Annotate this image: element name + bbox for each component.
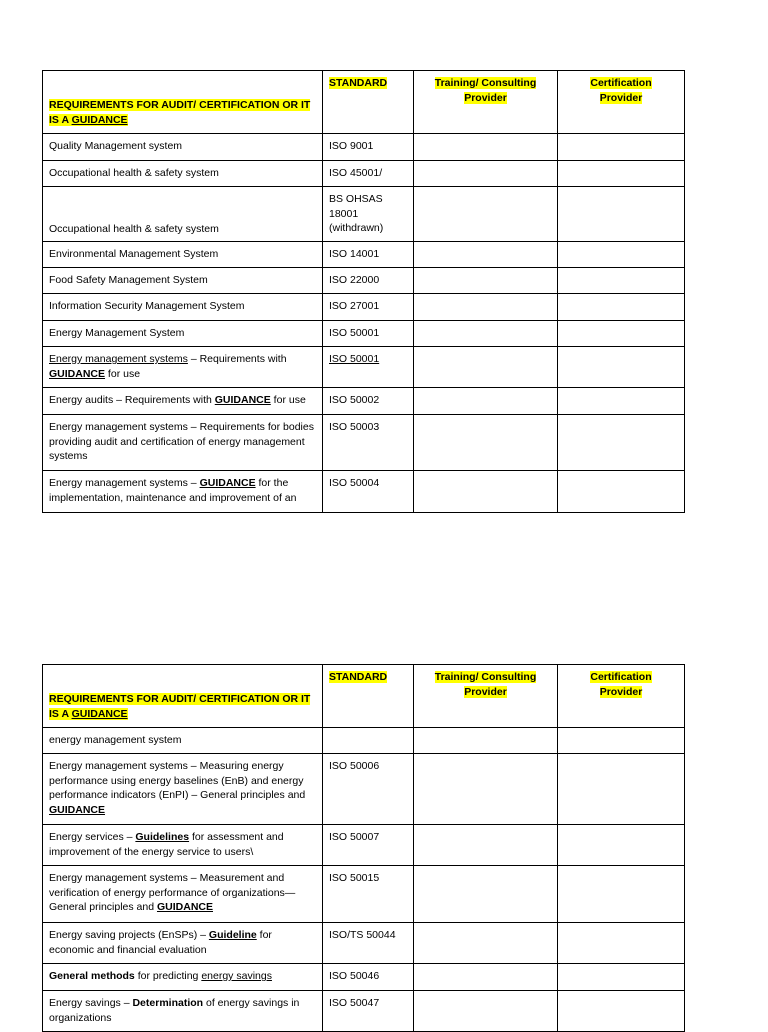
- certification-provider-cell[interactable]: [558, 294, 685, 321]
- training-provider-header: Training/ Consulting Provider: [414, 665, 558, 728]
- standard-cell: ISO 50003: [323, 415, 414, 471]
- table-row: [43, 388, 685, 415]
- training-provider-cell[interactable]: [414, 242, 558, 268]
- requirement-cell: General methods for predicting energy savings: [43, 964, 323, 991]
- standard-cell: ISO 50007: [323, 825, 414, 866]
- certification-provider-cell[interactable]: [558, 471, 685, 513]
- requirements-header: REQUIREMENTS FOR AUDIT/ CERTIFICATION OR IT IS A GUIDANCE: [43, 71, 323, 134]
- training-provider-cell[interactable]: [414, 471, 558, 513]
- table-row: [43, 923, 685, 964]
- table-row: [43, 242, 685, 268]
- certification-provider-cell[interactable]: [558, 415, 685, 471]
- standard-cell: ISO 50046: [323, 964, 414, 991]
- requirement-cell: Occupational health & safety system: [43, 161, 323, 187]
- standard-cell: [323, 728, 414, 754]
- table-row: [43, 991, 685, 1032]
- requirement-cell: Environmental Management System: [43, 242, 323, 268]
- training-provider-cell[interactable]: [414, 728, 558, 754]
- table-row: [43, 825, 685, 866]
- table-row: [43, 321, 685, 347]
- table-row: [43, 347, 685, 388]
- table-row: [43, 415, 685, 471]
- training-provider-cell[interactable]: [414, 347, 558, 388]
- certification-provider-cell[interactable]: [558, 964, 685, 991]
- certification-provider-cell[interactable]: [558, 268, 685, 294]
- table-header-row: [43, 71, 685, 134]
- table-row: [43, 161, 685, 187]
- requirement-cell: energy management system: [43, 728, 323, 754]
- training-provider-cell[interactable]: [414, 754, 558, 825]
- training-provider-cell[interactable]: [414, 321, 558, 347]
- certification-provider-cell[interactable]: [558, 321, 685, 347]
- requirement-cell: Energy services – Guidelines for assessment and improvement of the energy service to users\: [43, 825, 323, 866]
- table-row: [43, 294, 685, 321]
- requirement-cell: Energy management systems – GUIDANCE for the implementation, maintenance and improvement of an: [43, 471, 323, 513]
- standard-cell: ISO 50004: [323, 471, 414, 513]
- certification-provider-cell[interactable]: [558, 754, 685, 825]
- certification-provider-cell[interactable]: [558, 728, 685, 754]
- standard-cell: ISO 22000: [323, 268, 414, 294]
- standard-cell: ISO 50006: [323, 754, 414, 825]
- standard-cell: ISO 50002: [323, 388, 414, 415]
- certification-provider-cell[interactable]: [558, 825, 685, 866]
- training-provider-cell[interactable]: [414, 825, 558, 866]
- training-provider-cell[interactable]: [414, 923, 558, 964]
- requirement-cell: Energy management systems – Measuring energy performance using energy baselines (EnB) and energy performance indicators (EnPI) – General principles and GUIDANCE: [43, 754, 323, 825]
- standard-cell: ISO 27001: [323, 294, 414, 321]
- training-provider-cell[interactable]: [414, 388, 558, 415]
- standards-table-2: [42, 664, 685, 1032]
- table-row: [43, 964, 685, 991]
- training-provider-cell[interactable]: [414, 866, 558, 923]
- standard-cell: ISO 45001/: [323, 161, 414, 187]
- certification-provider-cell[interactable]: [558, 866, 685, 923]
- table-row: [43, 187, 685, 242]
- training-provider-cell[interactable]: [414, 964, 558, 991]
- table-row: [43, 728, 685, 754]
- certification-provider-cell[interactable]: [558, 388, 685, 415]
- standard-cell: ISO 9001: [323, 134, 414, 161]
- requirement-cell: Energy management systems – Requirements with GUIDANCE for use: [43, 347, 323, 388]
- table-header-row: [43, 665, 685, 728]
- requirements-header: REQUIREMENTS FOR AUDIT/ CERTIFICATION OR IT IS A GUIDANCE: [43, 665, 323, 728]
- standard-cell: ISO 50001: [323, 347, 414, 388]
- requirement-cell: Information Security Management System: [43, 294, 323, 321]
- standard-header: STANDARD: [323, 71, 414, 134]
- requirement-cell: Energy saving projects (EnSPs) – Guideline for economic and financial evaluation: [43, 923, 323, 964]
- standard-cell: BS OHSAS 18001 (withdrawn): [323, 187, 414, 242]
- training-provider-cell[interactable]: [414, 268, 558, 294]
- requirement-cell: Occupational health & safety system: [43, 187, 323, 242]
- certification-provider-header: Certification Provider: [558, 665, 685, 728]
- training-provider-cell[interactable]: [414, 134, 558, 161]
- standard-cell: ISO 50047: [323, 991, 414, 1032]
- certification-provider-cell[interactable]: [558, 134, 685, 161]
- training-provider-cell[interactable]: [414, 161, 558, 187]
- training-provider-cell[interactable]: [414, 991, 558, 1032]
- table-row: [43, 866, 685, 923]
- standard-cell: ISO 50015: [323, 866, 414, 923]
- certification-provider-cell[interactable]: [558, 242, 685, 268]
- standard-cell: ISO 14001: [323, 242, 414, 268]
- standard-cell: ISO 50001: [323, 321, 414, 347]
- training-provider-cell[interactable]: [414, 415, 558, 471]
- requirement-cell: Food Safety Management System: [43, 268, 323, 294]
- requirement-cell: Energy audits – Requirements with GUIDANCE for use: [43, 388, 323, 415]
- standards-table-1: [42, 70, 685, 513]
- training-provider-header: Training/ Consulting Provider: [414, 71, 558, 134]
- training-provider-cell[interactable]: [414, 294, 558, 321]
- table-row: [43, 471, 685, 513]
- requirement-cell: Energy Management System: [43, 321, 323, 347]
- requirement-cell: Energy management systems – Requirements for bodies providing audit and certification of energy management systems: [43, 415, 323, 471]
- certification-provider-header: Certification Provider: [558, 71, 685, 134]
- requirement-cell: Energy management systems – Measurement and verification of energy performance of organizations— General principles and GUIDANCE: [43, 866, 323, 923]
- table-row: [43, 134, 685, 161]
- standard-header: STANDARD: [323, 665, 414, 728]
- certification-provider-cell[interactable]: [558, 923, 685, 964]
- certification-provider-cell[interactable]: [558, 187, 685, 242]
- table-row: [43, 268, 685, 294]
- certification-provider-cell[interactable]: [558, 161, 685, 187]
- requirement-cell: Quality Management system: [43, 134, 323, 161]
- training-provider-cell[interactable]: [414, 187, 558, 242]
- standard-cell: ISO/TS 50044: [323, 923, 414, 964]
- certification-provider-cell[interactable]: [558, 347, 685, 388]
- requirement-cell: Energy savings – Determination of energy savings in organizations: [43, 991, 323, 1032]
- certification-provider-cell[interactable]: [558, 991, 685, 1032]
- table-row: [43, 754, 685, 825]
